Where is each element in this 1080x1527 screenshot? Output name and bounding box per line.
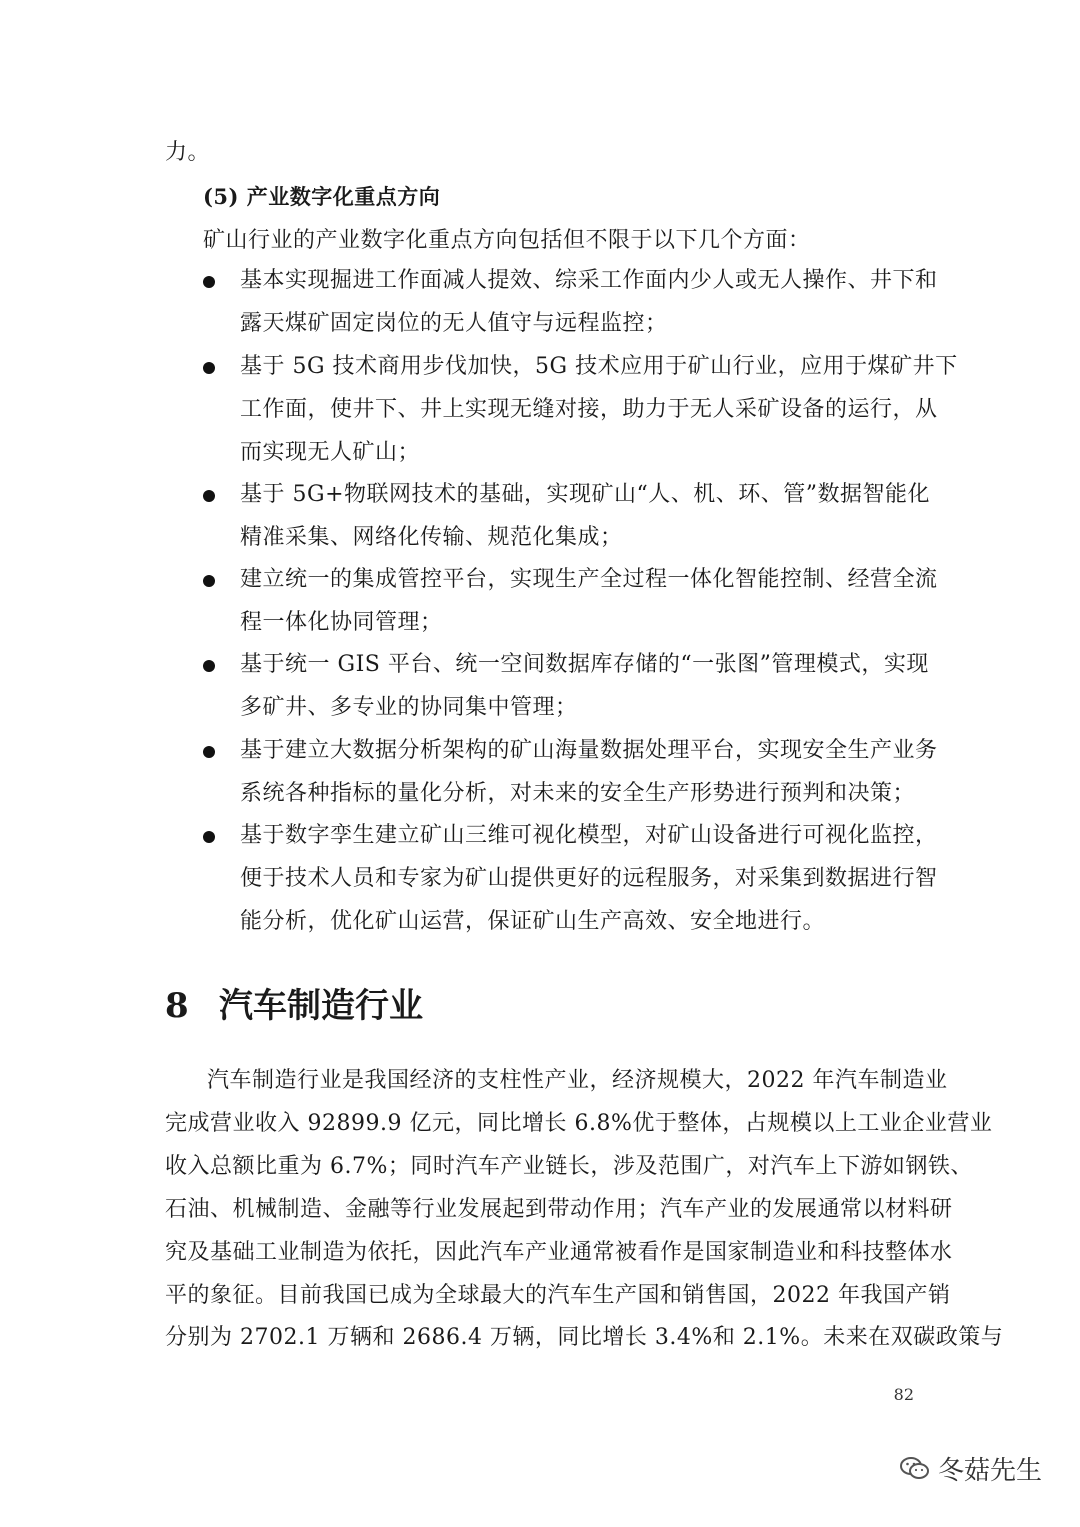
bullet-6-line-1: 基于建立大数据分析架构的矿山海量数据处理平台，实现安全生产业务 [240, 738, 938, 763]
watermark-text: 冬菇先生 [937, 1456, 1042, 1486]
bullet-4-line-1: 建立统一的集成管控平台，实现生产全过程一体化智能控制、经营全流 [240, 567, 938, 592]
bullet-2-line-1: 基于 5G 技术商用步伐加快，5G 技术应用于矿山行业，应用于煤矿井下 [240, 354, 958, 379]
bullet-1-line-2: 露天煤矿固定岗位的无人值守与远程监控； [240, 311, 668, 336]
bullet-7-line-2: 便于技术人员和专家为矿山提供更好的远程服务，对采集到数据进行智 [240, 866, 938, 891]
chapter-number: 8 [165, 986, 189, 1026]
bullet-7-line-1: 基于数字孪生建立矿山三维可视化模型，对矿山设备进行可视化监控， [240, 823, 938, 848]
wechat-icon [900, 1456, 930, 1482]
paragraph-line-7: 分别为 2702.1 万辆和 2686.4 万辆，同比增长 3.4%和 2.1%。未来在双碳政策与 [165, 1325, 1004, 1350]
bullet-icon [203, 362, 215, 374]
bullet-icon [203, 746, 215, 758]
paragraph-line-4: 石油、机械制造、金融等行业发展起到带动作用；汽车产业的发展通常以材料研 [165, 1197, 953, 1222]
section-intro: 矿山行业的产业数字化重点方向包括但不限于以下几个方面： [203, 228, 811, 253]
bullet-icon [203, 490, 215, 502]
bullet-3-line-2: 精准采集、网络化传输、规范化集成； [240, 525, 623, 550]
top-fragment: 力。 [165, 140, 211, 165]
bullet-6-line-2: 系统各种指标的量化分析，对未来的安全生产形势进行预判和决策； [240, 781, 916, 806]
bullet-3-line-1: 基于 5G+物联网技术的基础，实现矿山“人、机、环、管”数据智能化 [240, 482, 930, 507]
chapter-title: 汽车制造行业 [219, 986, 423, 1026]
page-number: 82 [893, 1385, 914, 1404]
bullet-5-line-2: 多矿井、多专业的协同集中管理； [240, 695, 578, 720]
chapter-heading [165, 978, 423, 1027]
bullet-4-line-2: 程一体化协同管理； [240, 610, 443, 635]
watermark [900, 1450, 1042, 1487]
paragraph-line-5: 究及基础工业制造为依托，因此汽车产业通常被看作是国家制造业和科技整体水 [165, 1240, 953, 1265]
paragraph-line-6: 平的象征。目前我国已成为全球最大的汽车生产国和销售国，2022 年我国产销 [165, 1283, 951, 1308]
paragraph-line-3: 收入总额比重为 6.7%；同时汽车产业链长，涉及范围广，对汽车上下游如钢铁、 [165, 1154, 973, 1179]
bullet-2-line-3: 而实现无人矿山； [240, 440, 421, 465]
paragraph-line-2: 完成营业收入 92899.9 亿元，同比增长 6.8%优于整体，占规模以上工业企业营业 [165, 1111, 993, 1136]
bullet-2-line-2: 工作面，使井下、井上实现无缝对接，助力于无人采矿设备的运行，从 [240, 397, 938, 422]
bullet-7-line-3: 能分析，优化矿山运营，保证矿山生产高效、安全地进行。 [240, 909, 826, 934]
bullet-icon [203, 831, 215, 843]
paragraph-line-1: 汽车制造行业是我国经济的支柱性产业，经济规模大，2022 年汽车制造业 [207, 1068, 948, 1093]
bullet-1-line-1: 基本实现掘进工作面减人提效、综采工作面内少人或无人操作、井下和 [240, 268, 938, 293]
bullet-icon [203, 575, 215, 587]
bullet-icon [203, 276, 215, 288]
bullet-5-line-1: 基于统一 GIS 平台、统一空间数据库存储的“一张图”管理模式，实现 [240, 652, 929, 677]
bullet-icon [203, 660, 215, 672]
section-heading: (5) 产业数字化重点方向 [203, 184, 441, 209]
